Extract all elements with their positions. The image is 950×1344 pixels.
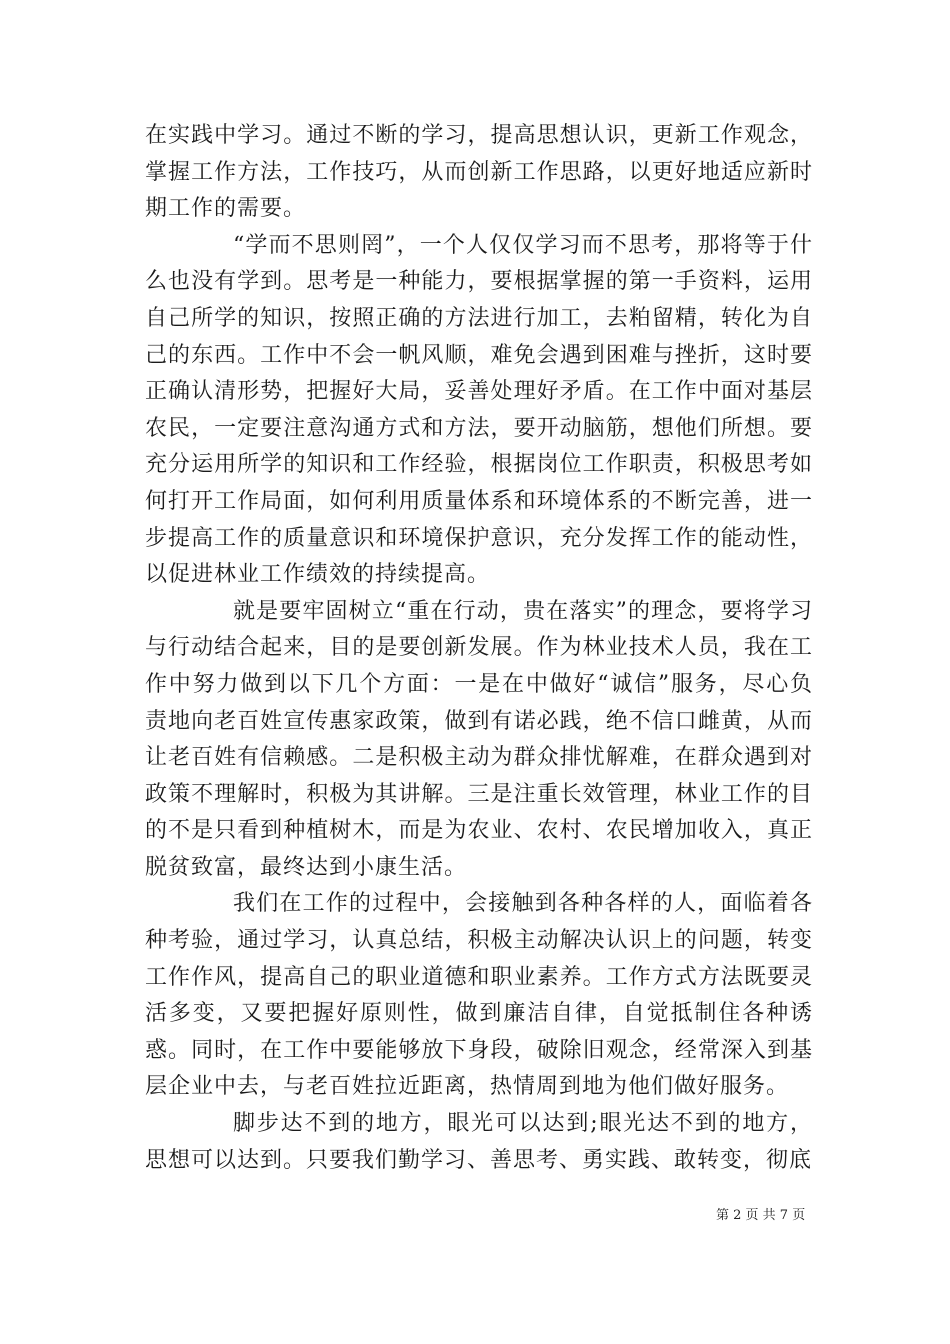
paragraph-5: 脚步达不到的地方，眼光可以达到;眼光达不到的地方，思想可以达到。只要我们勤学习、善思考、勇实践、敢转变，彻底 <box>145 1111 813 1173</box>
page-number-footer: 第 2 页 共 7 页 <box>716 1208 806 1223</box>
paragraph-3: 就是要牢固树立“重在行动，贵在落实”的理念，要将学习与行动结合起来，目的是要创新发展。作为林业技术人员，我在工作中努力做到以下几个方面：一是在中做好“诚信”服务，尽心负责地向老百姓宣传惠家政策，做到有诺必践，绝不信口雌黄，从而让老百姓有信赖感。二是积极主动为群众排忧解难，在群众遇到对政策不理解时，积极为其讲解。三是注重长效管理，林业工作的目的不是只看到种植树木，而是为农业、农村、农民增加收入，真正脱贫致富，最终达到小康生活。 <box>145 598 813 880</box>
paragraph-1: 在实践中学习。通过不断的学习，提高思想认识，更新工作观念，掌握工作方法，工作技巧，从而创新工作思路，以更好地适应新时期工作的需要。 <box>145 123 813 222</box>
document-body <box>145 118 813 1179</box>
paragraph-4: 我们在工作的过程中，会接触到各种各样的人，面临着各种考验，通过学习，认真总结，积极主动解决认识上的问题，转变工作作风，提高自己的职业道德和职业素养。工作方式方法既要灵活多变，又要把握好原则性，做到廉洁自律，自觉抵制住各种诱惑。同时，在工作中要能够放下身段，破除旧观念，经常深入到基层企业中去，与老百姓拉近距离，热情周到地为他们做好服务。 <box>145 891 813 1100</box>
paragraph-2: “学而不思则罔”，一个人仅仅学习而不思考，那将等于什么也没有学到。思考是一种能力，要根据掌握的第一手资料，运用自己所学的知识，按照正确的方法进行加工，去粕留精，转化为自己的东西。工作中不会一帆风顺，难免会遇到困难与挫折，这时要正确认清形势，把握好大局，妥善处理好矛盾。在工作中面对基层农民，一定要注意沟通方式和方法，要开动脑筋，想他们所想。要充分运用所学的知识和工作经验，根据岗位工作职责，积极思考如何打开工作局面，如何利用质量体系和环境体系的不断完善，进一步提高工作的质量意识和环境保护意识，充分发挥工作的能动性，以促进林业工作绩效的持续提高。 <box>145 232 813 588</box>
